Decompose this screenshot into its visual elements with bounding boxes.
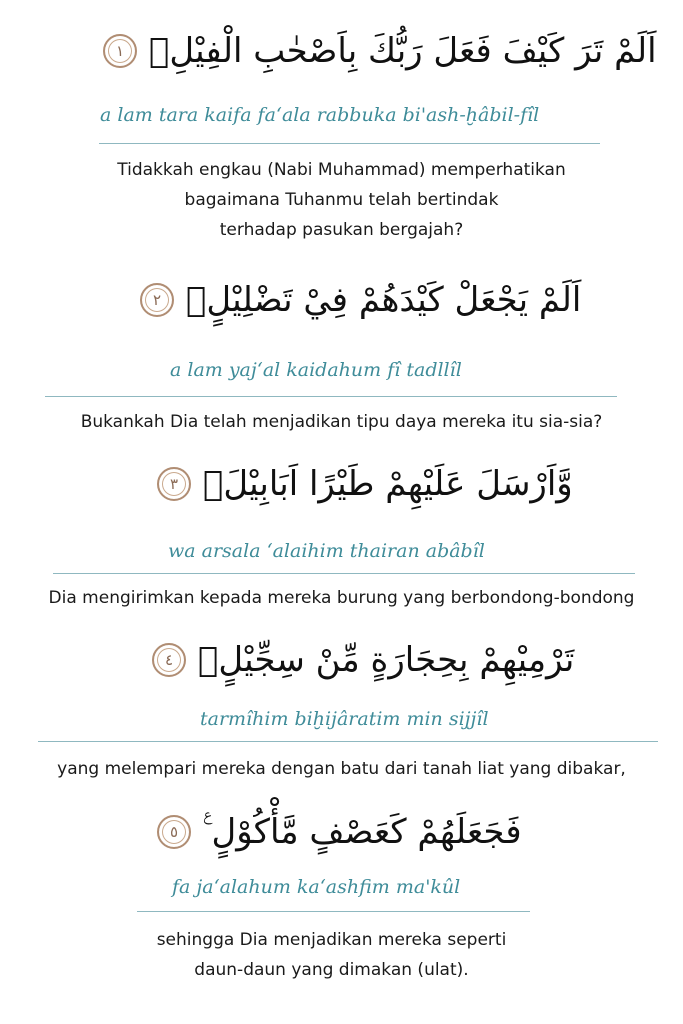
translation: sehingga Dia menjadikan mereka seperti daun-daun yang dimakan (ulat). — [156, 930, 507, 980]
translation: Bukankah Dia telah menjadikan tipu daya mereka itu sia-sia? — [80, 412, 603, 432]
divider — [53, 573, 635, 574]
divider — [137, 911, 530, 912]
verse-number-badge: ٣ — [157, 467, 191, 501]
arabic-text: فَجَعَلَهُمْ كَعَصْفٍ مَّأْكُوْلٍ ࣖ — [203, 812, 522, 852]
verse-4-arabic-row — [152, 640, 575, 680]
verse-number-badge: ٤ — [152, 643, 186, 677]
verse-number-badge: ٢ — [140, 283, 174, 317]
translation: yang melempari mereka dengan batu dari tanah liat yang dibakar, — [57, 759, 626, 779]
divider — [38, 741, 658, 742]
verse-2-arabic-row — [140, 280, 582, 320]
verse-1-arabic-row — [103, 31, 657, 71]
transliteration: wa arsala ‘alaihim thairan abâbîl — [168, 540, 485, 562]
verse-number-badge: ١ — [103, 34, 137, 68]
transliteration: a lam yaj‘al kaidahum fî tadllîl — [170, 359, 462, 381]
divider — [45, 396, 617, 397]
transliteration: a lam tara kaifa fa‘ala rabbuka bi'ash-ḫâbil-fîl — [100, 104, 540, 126]
arabic-text: وَّاَرْسَلَ عَلَيْهِمْ طَيْرًا اَبَابِيْلَۙ — [203, 464, 573, 504]
translation: Tidakkah engkau (Nabi Muhammad) memperhatikan bagaimana Tuhanmu telah bertindak terhadap pasukan bergajah? — [117, 160, 566, 240]
transliteration: fa ja‘alahum ka‘ashfim ma'kûl — [172, 876, 461, 898]
verse-3-arabic-row — [157, 464, 573, 504]
divider — [99, 143, 600, 144]
arabic-text: اَلَمْ يَجْعَلْ كَيْدَهُمْ فِيْ تَضْلِيْلٍۙ — [186, 280, 582, 320]
transliteration: tarmîhim biḫijâratim min sijjîl — [200, 708, 489, 730]
verse-5-arabic-row — [157, 812, 522, 852]
arabic-text: اَلَمْ تَرَ كَيْفَ فَعَلَ رَبُّكَ بِاَصْحٰبِ الْفِيْلِۗ — [149, 31, 657, 71]
arabic-text: تَرْمِيْهِمْ بِحِجَارَةٍ مِّنْ سِجِّيْلٍۙ — [198, 640, 575, 680]
verse-number-badge: ٥ — [157, 815, 191, 849]
translation: Dia mengirimkan kepada mereka burung yang berbondong-bondong — [48, 588, 635, 608]
